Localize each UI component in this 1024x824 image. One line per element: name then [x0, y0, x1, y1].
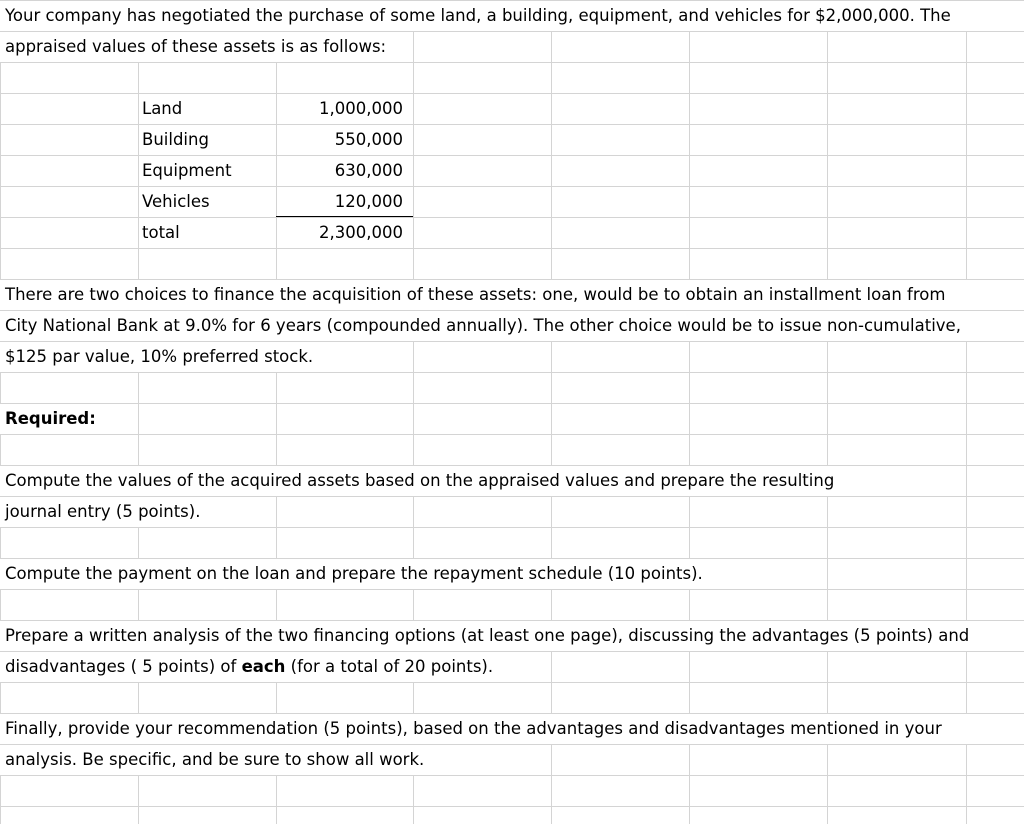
asset-label-building[interactable]: Building: [139, 125, 275, 155]
financing-line-2[interactable]: City National Bank at 9.0% for 6 years (compounded annually). The other choice would be to issue non-cumulative,: [0, 311, 1017, 341]
asset-value-building[interactable]: 550,000: [277, 125, 413, 155]
task1-line-2[interactable]: journal entry (5 points).: [0, 497, 275, 527]
gridline: [0, 372, 1024, 373]
gridline: [413, 0, 414, 824]
financing-line-1[interactable]: There are two choices to finance the acquisition of these assets: one, would be to obtain an installment loan from: [0, 280, 995, 310]
gridline: [551, 0, 552, 824]
task2-line-1[interactable]: Compute the payment on the loan and prepare the repayment schedule (10 points).: [0, 559, 827, 589]
gridline: [0, 403, 1024, 404]
gridline: [0, 682, 1024, 683]
asset-value-total[interactable]: 2,300,000: [277, 218, 413, 248]
gridline: [0, 62, 1024, 63]
asset-label-equipment[interactable]: Equipment: [139, 156, 275, 186]
asset-label-vehicles[interactable]: Vehicles: [139, 187, 275, 217]
gridline: [827, 0, 828, 824]
gridline: [0, 527, 1024, 528]
task4-line-2[interactable]: analysis. Be specific, and be sure to show all work.: [0, 745, 551, 775]
task3-line-2-end: (for a total of 20 points).: [285, 657, 494, 676]
gridline: [0, 589, 1024, 590]
asset-value-vehicles[interactable]: 120,000: [277, 187, 413, 217]
financing-line-3[interactable]: $125 par value, 10% preferred stock.: [0, 342, 413, 372]
gridline: [0, 806, 1024, 807]
gridline: [689, 0, 690, 824]
intro-line-2[interactable]: appraised values of these assets is as follows:: [0, 32, 413, 62]
sum-underline: [276, 216, 413, 217]
gridline: [966, 0, 967, 824]
task3-line-1[interactable]: Prepare a written analysis of the two financing options (at least one page), discussing the advantages (5 points) and: [0, 621, 1017, 651]
intro-line-1[interactable]: Your company has negotiated the purchase of some land, a building, equipment, and vehicles for $2,000,000. The: [0, 1, 995, 31]
gridline: [0, 434, 1024, 435]
asset-value-land[interactable]: 1,000,000: [277, 94, 413, 124]
gridline: [0, 775, 1024, 776]
gridline: [0, 248, 1024, 249]
asset-value-equipment[interactable]: 630,000: [277, 156, 413, 186]
task4-line-1[interactable]: Finally, provide your recommendation (5 points), based on the advantages and disadvantages mentioned in your: [0, 714, 995, 744]
task3-emphasis-each: each: [241, 657, 286, 676]
task3-line-2-start: disadvantages ( 5 points) of: [5, 657, 242, 676]
asset-label-land[interactable]: Land: [139, 94, 275, 124]
task1-line-1[interactable]: Compute the values of the acquired assets based on the appraised values and prepare the resulting: [0, 466, 857, 496]
required-heading[interactable]: Required:: [0, 404, 137, 434]
task3-line-2[interactable]: [0, 652, 551, 682]
asset-label-total[interactable]: total: [139, 218, 275, 248]
